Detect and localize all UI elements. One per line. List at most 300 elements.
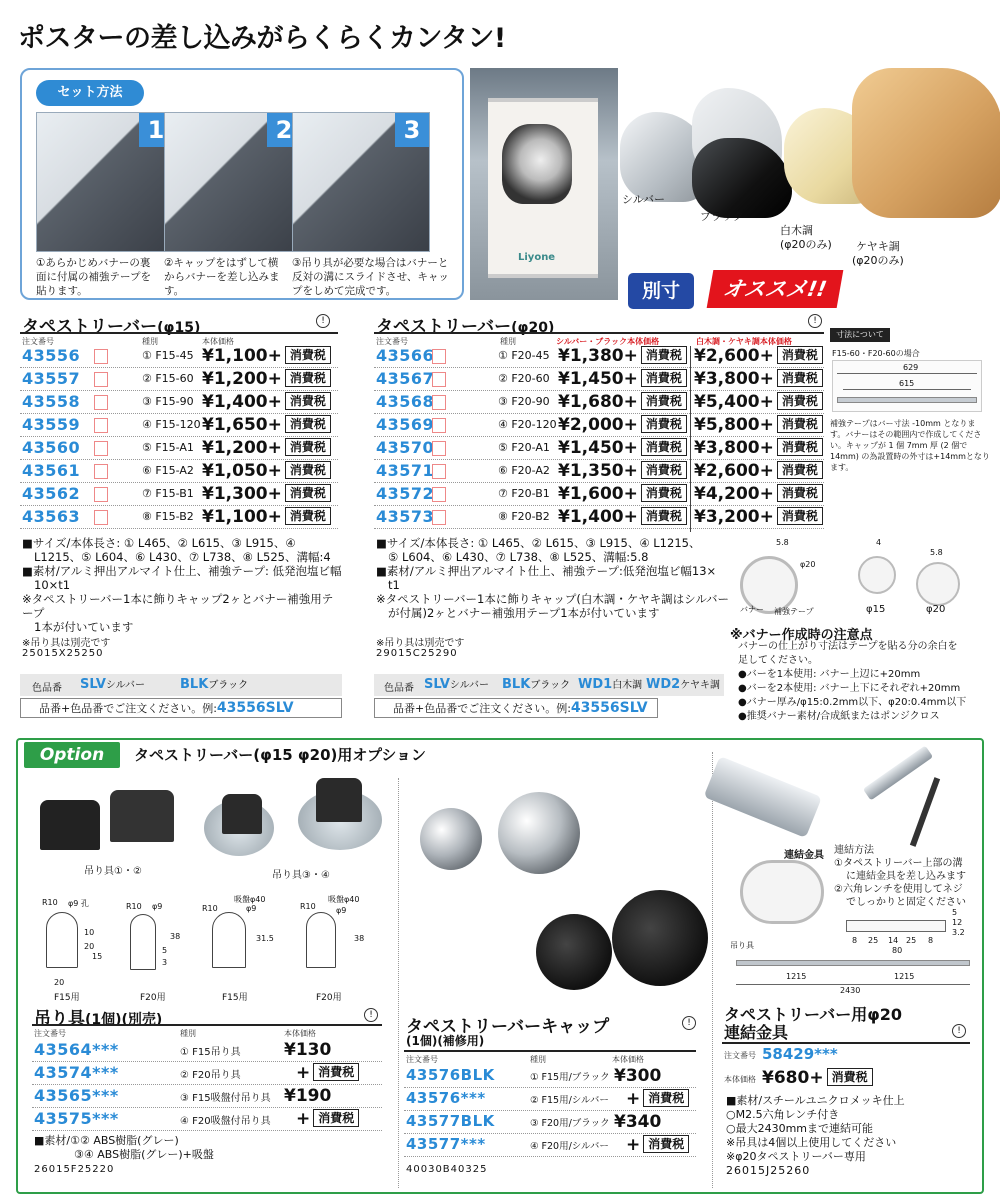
caps-hdr-kind: 種別 — [530, 1055, 546, 1064]
joint-dim-line — [736, 984, 970, 985]
order-code: 43574*** — [34, 1063, 119, 1082]
table15-color-blk — [180, 676, 248, 692]
table15-hdr-kind: 種別 — [142, 337, 158, 346]
table20-note: が付属)2ヶとバナー補強用テープ1本が付いています — [388, 606, 660, 620]
order-code: 43576*** — [406, 1089, 486, 1107]
joint-method-line: ①タペストリーバー上部の溝 — [834, 858, 963, 869]
hooks-rule — [32, 1024, 382, 1026]
model-code: ③ F15-90 — [142, 395, 194, 408]
hook-3-image — [222, 794, 262, 834]
row-divider — [20, 528, 338, 529]
color-code: SLV — [424, 677, 450, 692]
price-value: ¥1,400+ — [558, 507, 638, 527]
price-wood — [694, 369, 823, 389]
tax-badge: 消費税 — [285, 415, 331, 433]
caution-line: 足してください。 — [738, 655, 818, 666]
j-8: 8 — [852, 936, 858, 945]
price-silver-black — [558, 346, 687, 366]
price — [202, 438, 331, 458]
table20-hdr-order: 注文番号 — [376, 337, 408, 346]
model-code: ⑦ F15-B1 — [142, 487, 194, 500]
model-code: ⑥ F15-A2 — [142, 464, 194, 477]
model-code: ① F15-45 — [142, 349, 194, 362]
order-code: 43564*** — [34, 1040, 119, 1059]
hooks-info-icon: ! — [364, 1008, 378, 1022]
dim-629-line — [837, 373, 977, 374]
table20-note: ■サイズ/本体長さ: ① L465、② L615、③ L915、④ L1215、 — [376, 536, 701, 550]
dr-r10d: R10 — [300, 902, 316, 911]
order-code: 43575*** — [34, 1109, 119, 1128]
table15-title-text: タペストリーバー — [22, 317, 158, 337]
table20-hdr-price2: 白木調・ケヤキ調本体価格 — [696, 337, 792, 346]
price-value: ¥1,600+ — [558, 484, 638, 504]
table-row — [374, 346, 824, 368]
model-code: ③ F15吸盤付吊り具 — [180, 1093, 271, 1104]
hook-2-image — [110, 790, 174, 842]
hooks-hdr-order: 注文番号 — [34, 1029, 66, 1038]
price-value: ¥1,050+ — [202, 461, 282, 481]
table20-color-wd2 — [646, 676, 720, 692]
price — [296, 1063, 359, 1083]
joint-note: ※φ20タペストリーバー専用 — [726, 1150, 866, 1163]
j-8b: 8 — [928, 936, 934, 945]
order-code: 43557 — [22, 369, 81, 388]
price-value: ¥2,000+ — [558, 415, 638, 435]
joint-note: ※吊具は4個以上使用してください — [726, 1136, 897, 1149]
tax-badge: 消費税 — [777, 415, 823, 433]
table-row — [404, 1066, 696, 1088]
keyaki-profile — [852, 68, 1000, 218]
step-2-number: 2 — [267, 113, 301, 147]
j-5: 5 — [952, 908, 958, 917]
dr-phi9: φ9 孔 — [68, 899, 89, 908]
model-code: ② F15-60 — [142, 372, 194, 385]
table20-code: 29015C25290 — [376, 648, 458, 659]
joint-order-code: 58429*** — [762, 1045, 838, 1063]
joint-title-1: タペストリーバー用φ20 — [724, 1005, 902, 1024]
order-code: 43573 — [376, 507, 435, 526]
price — [284, 1086, 331, 1106]
price-silver-black — [558, 484, 687, 504]
tax-badge: 消費税 — [777, 461, 823, 479]
j-25: 25 — [868, 936, 879, 945]
hook-4-image — [316, 778, 362, 822]
color-name: 白木調 — [612, 680, 643, 691]
tax-badge: 消費税 — [641, 507, 687, 525]
table20-color-blk — [502, 676, 570, 692]
model-code: ⑧ F15-B2 — [142, 510, 194, 523]
model-code: ④ F20吸盤付吊り具 — [180, 1116, 271, 1127]
dr-phi9d: φ9 — [336, 906, 347, 915]
row-divider — [374, 390, 824, 391]
joint-note: ○M2.5六角レンチ付き — [726, 1108, 840, 1121]
price-value: ¥1,450+ — [558, 438, 638, 458]
order-code: 43567 — [376, 369, 435, 388]
table20-title-sub: (φ20) — [511, 320, 555, 336]
row-divider — [404, 1110, 696, 1111]
price-value: ¥340 — [614, 1112, 662, 1132]
silver-label: シルバー — [622, 193, 665, 206]
recommend-badge: オススメ!! — [707, 270, 844, 308]
price-wood — [694, 484, 823, 504]
tax-badge: 消費税 — [641, 369, 687, 387]
tax-badge: 消費税 — [285, 392, 331, 410]
dims-text: 補強テープはバー寸法 -10mm となります。バナーはその範囲内で作成してください。キャップが 1 個 7mm 厚 (2 個で 14mm) の為設置時の外寸は+14mmとなります。 — [830, 419, 990, 472]
dim-bar — [837, 397, 977, 403]
price-value: ¥1,100+ — [202, 346, 282, 366]
sec-phi15: φ15 — [866, 604, 886, 615]
tax-badge: 消費税 — [641, 346, 687, 364]
sec-phi20b: φ20 — [926, 604, 946, 615]
price-value: ¥190 — [284, 1086, 332, 1106]
table-row — [404, 1112, 696, 1134]
joint-label: 連結金具 — [784, 850, 824, 861]
row-divider — [20, 505, 338, 506]
joint-method-line: でしっかりと固定ください — [846, 897, 966, 908]
model-code: ⑤ F15-A1 — [142, 441, 194, 454]
row-divider — [374, 528, 824, 529]
cap-silver-small — [420, 808, 482, 870]
joint-method — [834, 844, 966, 909]
price — [626, 1089, 689, 1109]
price — [202, 484, 331, 504]
row-divider — [404, 1156, 696, 1157]
color-name: シルバー — [105, 680, 145, 691]
table20-title-text: タペストリーバー — [376, 317, 512, 337]
hooks-code: 26015F25220 — [34, 1164, 115, 1175]
model-code: ④ F20-120 — [498, 418, 557, 431]
color-name: ケヤキ調 — [680, 680, 720, 691]
order-code: 43568 — [376, 392, 435, 411]
caps-hdr-price: 本体価格 — [612, 1055, 644, 1064]
order-code: 43556 — [22, 346, 81, 365]
joint-info-icon: ! — [952, 1024, 966, 1038]
table20-order-hint — [374, 698, 658, 718]
table-row — [32, 1063, 382, 1085]
tax-badge: 消費税 — [285, 507, 331, 525]
price-value: ¥2,600+ — [694, 461, 774, 481]
price — [614, 1066, 661, 1086]
color-check-box — [94, 487, 108, 502]
table-row — [20, 461, 338, 483]
hook-drawing-f15-suction — [212, 912, 246, 968]
order-code: 43563 — [22, 507, 81, 526]
row-divider — [374, 482, 824, 483]
price — [614, 1112, 661, 1132]
model-code: ④ F20用/シルバー — [530, 1141, 609, 1152]
price-value: + — [296, 1063, 311, 1083]
price — [284, 1040, 331, 1060]
row-divider — [32, 1107, 382, 1108]
table20-note: ■素材/アルミ押出アルマイト仕上、補強テープ:低発泡塩ビ幅13× — [376, 564, 717, 578]
caps-title: タペストリーバーキャップ — [406, 1017, 610, 1037]
table20-note: ⑤ L604、⑥ L430、⑦ L738、⑧ L525、溝幅:5.8 — [388, 550, 649, 564]
table15-hdr-order: 注文番号 — [22, 337, 54, 346]
dims-diagram — [832, 360, 982, 412]
price-value: ¥5,400+ — [694, 392, 774, 412]
order-code: 43565*** — [34, 1086, 119, 1105]
j-12: 12 — [952, 918, 963, 927]
joint-price — [762, 1068, 873, 1088]
order-code: 43559 — [22, 415, 81, 434]
joint-tax-badge: 消費税 — [827, 1068, 873, 1086]
table15-note: ■素材/アルミ押出アルマイト仕上、補強テープ: 低発泡塩ビ幅 — [22, 564, 342, 578]
joint-order-label: 注文番号 — [724, 1051, 756, 1060]
row-divider — [374, 436, 824, 437]
hooks-hdr-kind: 種別 — [180, 1029, 196, 1038]
table20-info-icon: ! — [808, 314, 822, 328]
joint-plate-drawing — [846, 920, 946, 932]
price-value: ¥1,200+ — [202, 369, 282, 389]
section-15 — [858, 556, 896, 594]
caution-lines — [738, 640, 998, 724]
hook-1-image — [40, 800, 100, 850]
caps-info-icon: ! — [682, 1016, 696, 1030]
model-code: ② F15用/シルバー — [530, 1095, 609, 1106]
price-value: ¥1,650+ — [202, 415, 282, 435]
table15-sold-note: ※吊り具は別売です — [22, 638, 111, 649]
price-wood — [694, 415, 823, 435]
table15-color-slv — [80, 676, 145, 692]
price — [202, 392, 331, 412]
dr-315: 31.5 — [256, 934, 274, 943]
price-silver-black — [558, 415, 687, 435]
caution-line: ●推奨バナー素材/合成紙またはポンジクロス — [738, 711, 940, 722]
order-code: 43577BLK — [406, 1112, 495, 1130]
tax-badge: 消費税 — [285, 484, 331, 502]
table-row — [374, 392, 824, 414]
price-wood — [694, 461, 823, 481]
step-2-text: ②キャップをはずして横からバナーを差し込みます。 — [164, 257, 280, 297]
joint-code: 26015J25260 — [726, 1164, 811, 1177]
caps-rule — [404, 1050, 696, 1052]
model-code: ③ F20-90 — [498, 395, 550, 408]
price-value: + — [626, 1089, 641, 1109]
table20-colors-label: 色品番 — [384, 683, 414, 694]
table-row — [32, 1086, 382, 1108]
table15-order-hint — [20, 698, 342, 718]
row-divider — [20, 367, 338, 368]
dr-phi9b: φ9 — [152, 902, 163, 911]
order-code: 43558 — [22, 392, 81, 411]
table15-note: L1215、⑤ L604、⑥ L430、⑦ L738、⑧ L525、溝幅:4 — [34, 550, 331, 564]
price — [202, 415, 331, 435]
tax-badge: 消費税 — [641, 461, 687, 479]
step-2-image — [164, 112, 302, 252]
table-row — [20, 415, 338, 437]
order-example: 43556SLV — [570, 700, 648, 716]
model-code: ⑥ F20-A2 — [498, 464, 550, 477]
tax-badge: 消費税 — [285, 346, 331, 364]
table-row — [20, 438, 338, 460]
table15-info-icon: ! — [316, 314, 330, 328]
row-divider — [32, 1130, 382, 1131]
joint-rule — [722, 1042, 970, 1044]
caution-line: ●バーを2本使用: バナー上下にそれぞれ+20mm — [738, 683, 961, 694]
table-row — [404, 1135, 696, 1157]
model-code: ② F20吊り具 — [180, 1070, 241, 1081]
price-wood — [694, 346, 823, 366]
color-check-box — [94, 510, 108, 525]
price-silver-black — [558, 461, 687, 481]
caps-code: 40030B40325 — [406, 1164, 488, 1175]
hook-drawing-f15 — [46, 912, 78, 968]
dr-38: 38 — [170, 932, 181, 941]
tax-badge: 消費税 — [285, 461, 331, 479]
table-row — [374, 484, 824, 506]
order-text: 品番+色品番でご注文ください。例: — [39, 702, 217, 715]
j-2430: 2430 — [840, 986, 861, 995]
price — [626, 1135, 689, 1155]
black-label: ブラック — [700, 210, 744, 223]
sec-58b: 5.8 — [930, 548, 943, 557]
tax-badge: 消費税 — [777, 484, 823, 502]
caps-title-sub: (1個)(補修用) — [406, 1034, 485, 1048]
sec-banner: バナー — [740, 605, 764, 614]
row-divider — [20, 482, 338, 483]
table20-note: ※タペストリーバー1本に飾りキャップ(白木調・ケヤキ調はシルバー — [376, 592, 730, 606]
dr-10: 10 — [84, 928, 95, 937]
price-wood — [694, 438, 823, 458]
model-code: ① F15吊り具 — [180, 1047, 241, 1058]
price-value: ¥300 — [614, 1066, 662, 1086]
color-check-box — [432, 372, 446, 387]
price-value: ¥1,380+ — [558, 346, 638, 366]
tax-badge: 消費税 — [641, 415, 687, 433]
dims-label: 寸法について — [830, 328, 890, 342]
price-value: ¥1,300+ — [202, 484, 282, 504]
dr-f20b: F20用 — [316, 993, 342, 1003]
dim-629: 629 — [903, 363, 919, 372]
table15-note: ※タペストリーバー1本に飾りキャップ2ヶとバナー補強用テープ — [22, 592, 334, 620]
price — [202, 461, 331, 481]
table15-code: 25015X25250 — [22, 648, 104, 659]
caps-hdr-order: 注文番号 — [406, 1055, 438, 1064]
row-divider — [20, 459, 338, 460]
joint-title-2: 連結金具 — [724, 1023, 789, 1042]
sec-tape: 補強テープ — [774, 607, 814, 616]
color-code: WD2 — [646, 677, 681, 692]
dr-r10c: R10 — [202, 904, 218, 913]
color-code: BLK — [502, 677, 531, 692]
table15-notes — [22, 536, 342, 634]
tax-badge: 消費税 — [777, 438, 823, 456]
caution-title: ※バナー作成時の注意点 — [730, 628, 873, 643]
joint-price-value: ¥680+ — [762, 1068, 824, 1088]
order-text: 品番+色品番でご注文ください。例: — [393, 702, 571, 715]
order-code: 43560 — [22, 438, 81, 457]
joint-method-line: ②六角レンチを使用してネジ — [834, 884, 963, 895]
table-row — [20, 369, 338, 391]
hooks-title-sub: (1個)(別売) — [85, 1012, 163, 1028]
keyaki-sub: (φ20のみ) — [852, 254, 904, 267]
table20-colors — [374, 674, 724, 696]
dr-38b: 38 — [354, 934, 365, 943]
table20-notes — [376, 536, 732, 620]
table15-rule — [20, 332, 338, 334]
price — [202, 507, 331, 527]
color-check-box — [94, 395, 108, 410]
row-divider — [374, 459, 824, 460]
table15-colors — [20, 674, 342, 696]
option-title: タペストリーバー(φ15 φ20)用オプション — [134, 746, 427, 764]
color-check-box — [432, 349, 446, 364]
step-3-image — [292, 112, 430, 252]
order-code: 43569 — [376, 415, 435, 434]
order-example: 43556SLV — [216, 700, 294, 716]
price-value: ¥1,100+ — [202, 507, 282, 527]
row-divider — [404, 1087, 696, 1088]
price-value: ¥1,400+ — [202, 392, 282, 412]
tax-badge: 消費税 — [641, 484, 687, 502]
dim-615: 615 — [899, 379, 915, 388]
j-80: 80 — [892, 946, 903, 955]
model-code: ⑤ F20-A1 — [498, 441, 550, 454]
color-name: ブラック — [530, 680, 571, 691]
keyaki-label: ケヤキ調 — [856, 240, 900, 253]
price-value: ¥2,600+ — [694, 346, 774, 366]
color-check-box — [432, 487, 446, 502]
color-check-box — [432, 418, 446, 433]
model-code: ① F20-45 — [498, 349, 550, 362]
tax-badge: 消費税 — [641, 392, 687, 410]
row-divider — [374, 367, 824, 368]
cap-black-large — [612, 890, 708, 986]
option-divider-2 — [712, 752, 713, 1188]
order-code: 43561 — [22, 461, 81, 480]
price — [296, 1109, 359, 1129]
price — [202, 369, 331, 389]
price-wood — [694, 507, 823, 527]
price-value: ¥3,200+ — [694, 507, 774, 527]
white-wood-label: 白木調 — [780, 224, 813, 237]
joint-notes — [726, 1094, 905, 1178]
table20-hdr-price1: シルバー・ブラック本体価格 — [556, 337, 660, 346]
order-code: 43562 — [22, 484, 81, 503]
table20-color-slv — [424, 676, 489, 692]
price-value: ¥5,800+ — [694, 415, 774, 435]
option-divider-1 — [398, 778, 399, 1188]
order-code: 43566 — [376, 346, 435, 365]
dr-r10: R10 — [42, 898, 58, 907]
color-check-box — [94, 349, 108, 364]
color-check-box — [94, 372, 108, 387]
price-value: ¥1,680+ — [558, 392, 638, 412]
tax-badge: 消費税 — [777, 507, 823, 525]
price-silver-black — [558, 392, 687, 412]
dr-kyu: 吸盤φ40 — [234, 895, 266, 904]
price-value: ¥1,350+ — [558, 461, 638, 481]
row-divider — [32, 1061, 382, 1062]
poster-portrait — [502, 124, 572, 204]
price-wood — [694, 392, 823, 412]
step-1-text: ①あらかじめバナーの裏面に付属の補強テープを貼ります。 — [36, 257, 151, 297]
table15-note: 1本が付いています — [34, 620, 134, 634]
dr-f15b: F15用 — [222, 993, 248, 1003]
color-check-box — [432, 441, 446, 456]
j-25b: 25 — [906, 936, 917, 945]
j-14: 14 — [888, 936, 899, 945]
price-value: ¥4,200+ — [694, 484, 774, 504]
poster — [488, 98, 598, 278]
setup-label: セット方法 — [36, 80, 144, 106]
table-row — [32, 1040, 382, 1062]
order-code: 43572 — [376, 484, 435, 503]
table-row — [20, 392, 338, 414]
color-name: ブラック — [208, 680, 249, 691]
poster-photo — [470, 68, 618, 300]
price-value: ¥1,450+ — [558, 369, 638, 389]
